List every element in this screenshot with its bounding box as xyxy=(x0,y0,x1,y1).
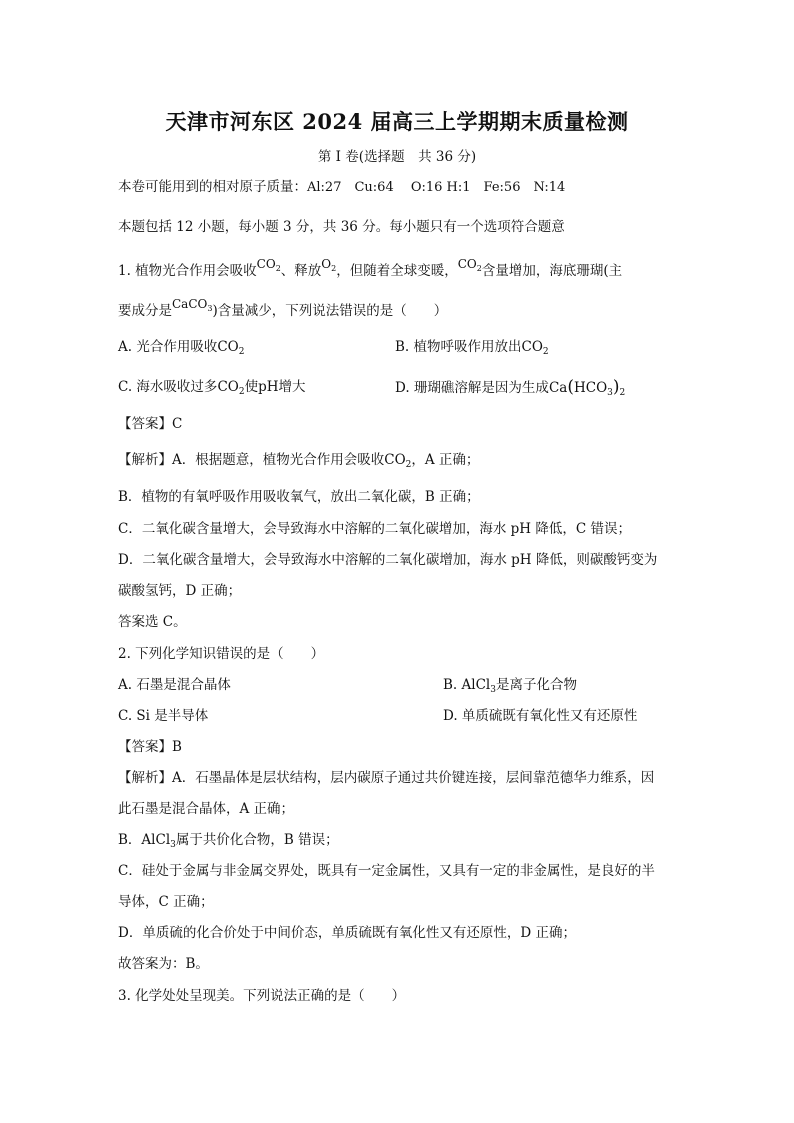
q2-analysis-c-1: C．硅处于金属与非金属交界处，既具有一定金属性，又具有一定的非金属性，是良好的半 xyxy=(118,863,655,879)
q1-stem-text-c: ，但随着全球变暖， xyxy=(336,263,458,279)
q1-analysis-c: C．二氧化碳含量增大，会导致海水中溶解的二氧化碳增加，海水 pH 降低，C 错误； xyxy=(118,521,631,537)
page-title: 天津市河东区 2024 届高三上学期期末质量检测 xyxy=(165,109,629,134)
section-subtitle: 第 I 卷(选择题 共 36 分) xyxy=(317,149,477,165)
q1-stem-text-a: 1. 植物光合作用会吸收 xyxy=(118,263,257,279)
atomic-mass-values: Al:27 Cu:64 O:16 H:1 Fe:56 N:14 xyxy=(307,180,566,195)
q2-answer: 【答案】B xyxy=(118,739,182,755)
atomic-mass-label: 本卷可能用到的相对原子质量： xyxy=(118,179,307,195)
instruction-text: 本题包括 12 小题，每小题 3 分，共 36 分。每小题只有一个选项符合题意 xyxy=(118,219,565,235)
q1-analysis-d-1: D．二氧化碳含量增大，会导致海水中溶解的二氧化碳增加，海水 pH 降低，则碳酸钙变为 xyxy=(118,552,658,568)
q2-stem: 2. 下列化学知识错误的是（ ） xyxy=(118,646,325,662)
q1-stem-line1 xyxy=(118,257,623,285)
q1-answer: 【答案】C xyxy=(118,416,183,432)
q1-option-d: D. 珊瑚礁溶解是因为生成$Ca(HCO_3)_2$ xyxy=(395,377,626,398)
q2-analysis-d: D．单质硫的化合价处于中间价态，单质硫既有氧化性又有还原性，D 正确； xyxy=(118,925,576,941)
q2-option-a: A. 石墨是混合晶体 xyxy=(118,677,231,693)
q1-stem-text-f: )含量减少，下列说法错误的是（ ） xyxy=(212,303,448,319)
q2-analysis-b: B．AlCl$_3$属于共价化合物，B 错误； xyxy=(118,832,339,850)
q2-analysis-a-2: 此石墨是混合晶体，A 正确； xyxy=(118,801,295,817)
q1-analysis-b: B．植物的有氧呼吸作用吸收氧气，放出二氧化碳，B 正确； xyxy=(118,489,480,505)
q1-stem-line2 xyxy=(118,297,448,325)
q1-co2-formula: $CO_2$ xyxy=(256,257,281,273)
q2-analysis-a-1: 【解析】A．石墨晶体是层状结构，层内碳原子通过共价键连接，层间靠范德华力维系，因 xyxy=(118,770,655,786)
q1-option-a: A. 光合作用吸收$CO_2$ xyxy=(118,339,245,357)
q2-option-b: B. AlCl$_3$是离子化合物 xyxy=(443,677,577,695)
q1-analysis-a: 【解析】A．根据题意，植物光合作用会吸收$CO_2$，A 正确； xyxy=(118,452,480,470)
q1-option-b: B. 植物呼吸作用放出$CO_2$ xyxy=(395,339,549,357)
q2-conclusion: 故答案为：B。 xyxy=(118,956,209,972)
q1-o2-formula: $O_2$ xyxy=(321,257,337,273)
q2-analysis-c-2: 导体，C 正确； xyxy=(118,894,214,910)
q1-stem-text-d: 含量增加，海底珊瑚(主 xyxy=(481,263,623,279)
q1-caco3-formula: CaCO$_3$ xyxy=(172,297,213,313)
q2-option-d: D. 单质硫既有氧化性又有还原性 xyxy=(443,708,638,724)
q1-stem-text-e: 要成分是 xyxy=(118,303,172,319)
q1-co2-formula-2: $CO_2$ xyxy=(457,257,482,273)
q1-stem-text-b: 、释放 xyxy=(280,263,322,279)
atomic-mass-line xyxy=(118,178,565,197)
q1-analysis-d-2: 碳酸氢钙，D 正确； xyxy=(118,583,242,599)
q2-option-c: C. Si 是半导体 xyxy=(118,708,209,724)
q3-stem: 3. 化学处处呈现美。下列说法正确的是（ ） xyxy=(118,988,406,1004)
q1-conclusion: 答案选 C。 xyxy=(118,614,187,630)
q1-option-c: C. 海水吸收过多$CO_2$使pH增大 xyxy=(118,379,306,397)
